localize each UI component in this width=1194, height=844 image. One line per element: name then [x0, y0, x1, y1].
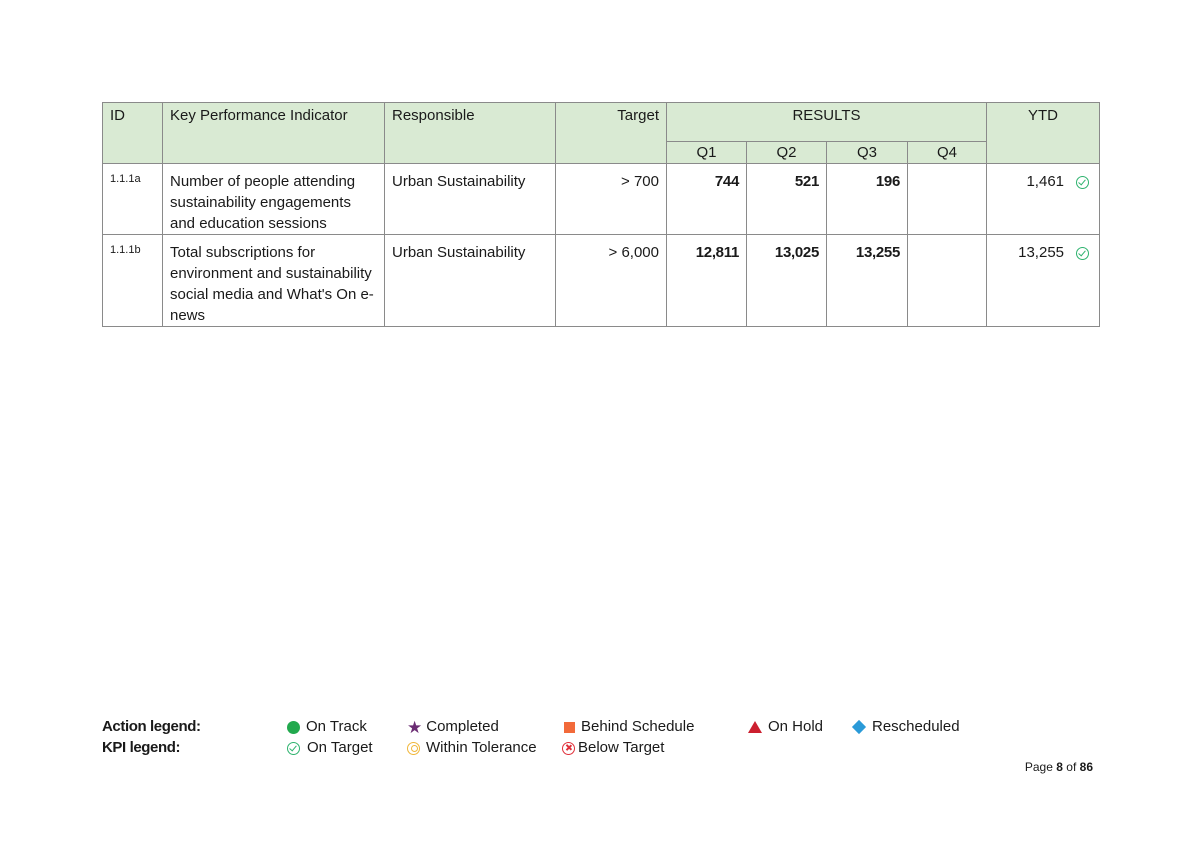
cell-responsible: Urban Sustainability — [385, 235, 556, 327]
cell-kpi: Number of people attending sustainability engagements and education sessions — [163, 164, 385, 235]
cell-q4 — [908, 164, 987, 235]
purple-star-icon: ★ — [407, 717, 423, 737]
table-row — [103, 164, 1100, 235]
cell-ytd — [987, 235, 1100, 327]
page-number: Page 8 of 86 — [1024, 760, 1093, 774]
target-circle-icon — [407, 742, 420, 755]
legend-on-target: On Target — [287, 739, 373, 756]
orange-square-icon — [564, 722, 575, 733]
legend-rescheduled: Rescheduled — [852, 718, 960, 735]
header-target: Target — [556, 103, 667, 164]
cell-q4 — [908, 235, 987, 327]
header-kpi: Key Performance Indicator — [163, 103, 385, 164]
header-responsible: Responsible — [385, 103, 556, 164]
on-target-icon — [1076, 247, 1089, 260]
x-circle-icon — [562, 742, 575, 755]
header-id: ID — [103, 103, 163, 164]
header-q1: Q1 — [667, 142, 747, 164]
cell-target: > 6,000 — [556, 235, 667, 327]
legend — [102, 717, 1002, 761]
header-q4: Q4 — [908, 142, 987, 164]
table-row — [103, 235, 1100, 327]
green-circle-icon — [287, 721, 300, 734]
kpi-legend-title: KPI legend: — [102, 739, 181, 756]
legend-on-track: On Track — [287, 718, 367, 735]
cell-q3: 196 — [827, 164, 908, 235]
cell-target: > 700 — [556, 164, 667, 235]
blue-diamond-icon — [852, 720, 866, 734]
header-q3: Q3 — [827, 142, 908, 164]
cell-responsible: Urban Sustainability — [385, 164, 556, 235]
ytd-value: 1,461 — [1026, 173, 1065, 190]
cell-id: 1.1.1a — [103, 164, 163, 235]
legend-behind-schedule: Behind Schedule — [564, 718, 694, 735]
cell-q3: 13,255 — [827, 235, 908, 327]
header-results: RESULTS — [667, 103, 987, 142]
cell-kpi: Total subscriptions for environment and sustainability social media and What's On e-news — [163, 235, 385, 327]
legend-within-tolerance: Within Tolerance — [407, 739, 537, 756]
legend-below-target: Below Target — [562, 739, 664, 756]
action-legend-title: Action legend: — [102, 718, 201, 735]
header-q2: Q2 — [747, 142, 827, 164]
header-ytd: YTD — [987, 103, 1100, 164]
cell-q1: 12,811 — [667, 235, 747, 327]
cell-q2: 13,025 — [747, 235, 827, 327]
cell-q1: 744 — [667, 164, 747, 235]
legend-completed: ★ Completed — [407, 717, 499, 737]
legend-on-hold: On Hold — [748, 718, 823, 735]
check-circle-icon — [287, 742, 300, 755]
ytd-value: 13,255 — [1018, 244, 1065, 261]
cell-q2: 521 — [747, 164, 827, 235]
cell-id: 1.1.1b — [103, 235, 163, 327]
kpi-table — [102, 102, 1100, 327]
on-target-icon — [1076, 176, 1089, 189]
red-triangle-icon — [748, 721, 762, 733]
cell-ytd — [987, 164, 1100, 235]
